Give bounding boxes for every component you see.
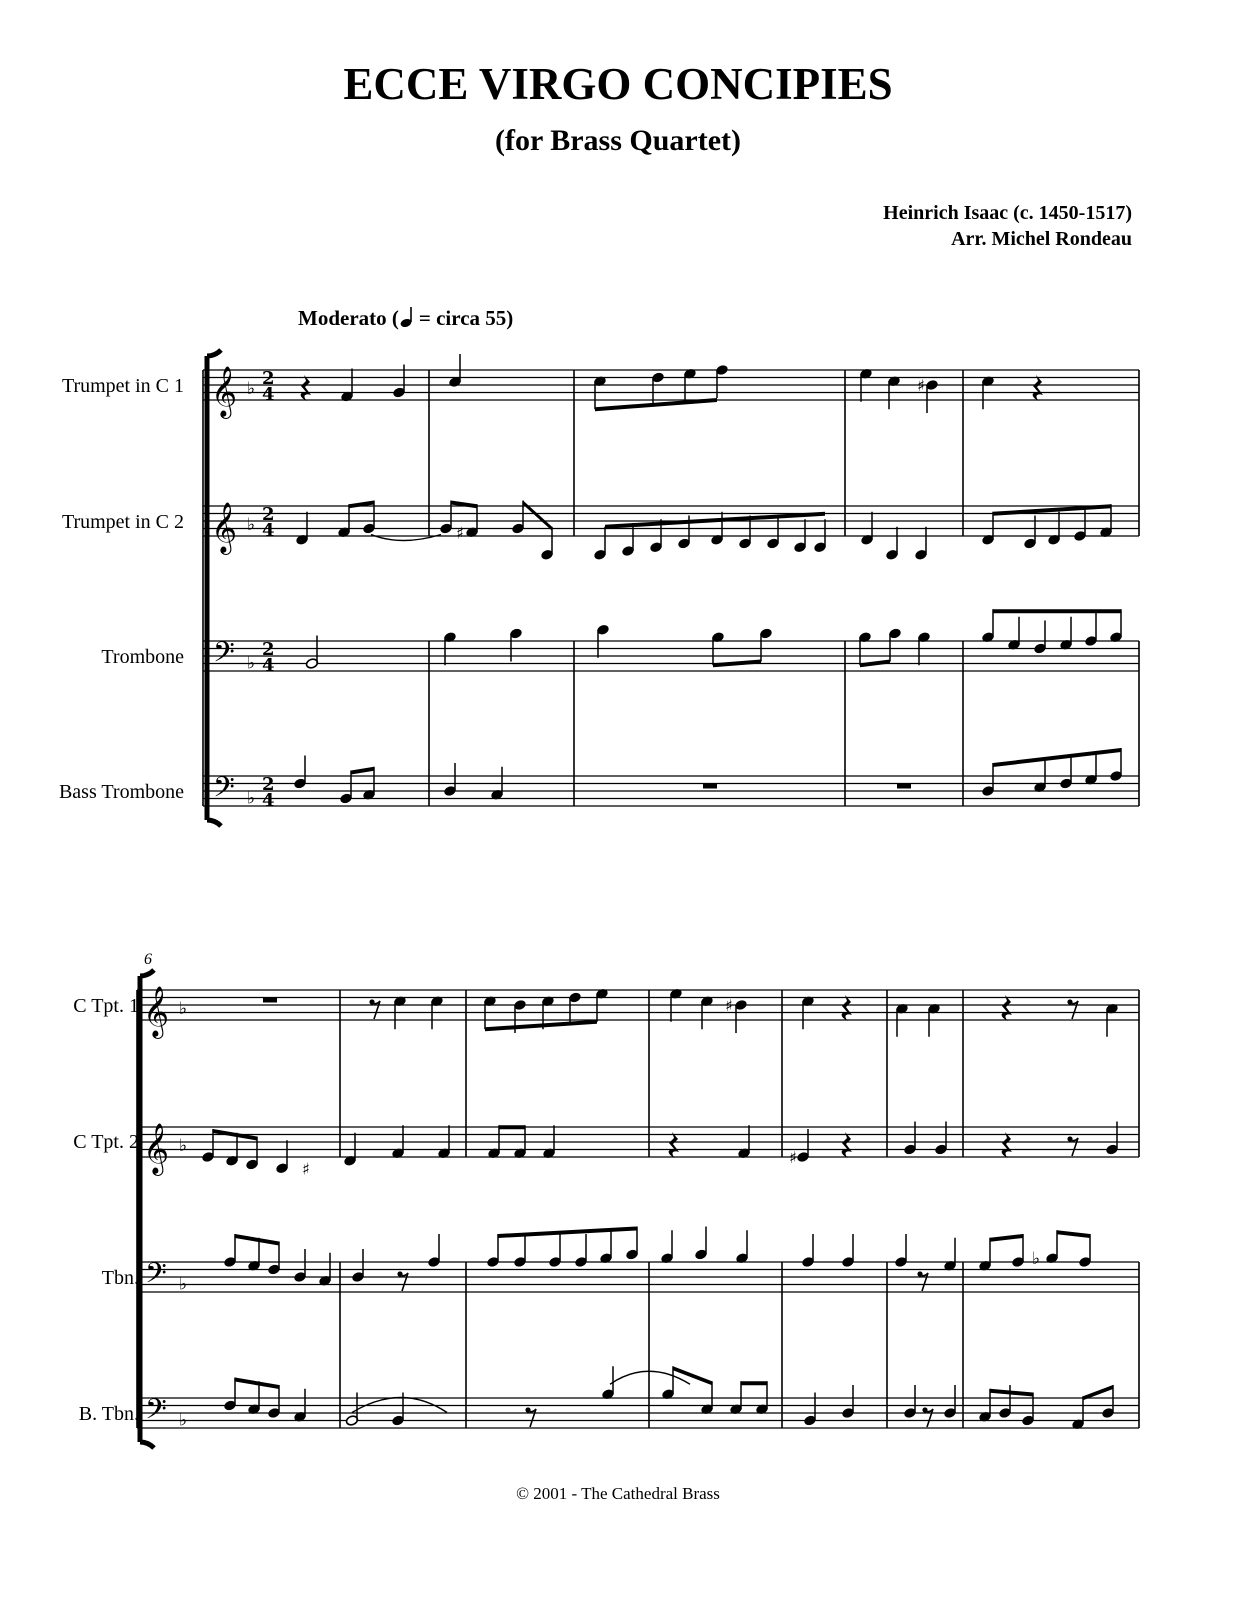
score-subtitle: (for Brass Quartet) [494,124,742,157]
whole-rest [263,998,277,1003]
treble-clef-icon: 𝄞 [211,366,238,417]
quarter-rest [301,375,311,401]
beam [451,501,477,509]
arranger-credit: Arr. Michel Rondeau [951,228,1132,250]
flat-icon: ♭ [247,378,256,399]
bass-clef-icon: 𝄢 [213,636,235,676]
treble-clef-icon: 𝄞 [211,502,238,553]
quarter-rest [1033,375,1043,401]
quarter-rest [842,995,852,1021]
system-bracket [140,970,154,1448]
system-bracket [207,350,221,826]
beam [713,660,761,668]
time-signature-bottom: 4 [262,790,275,811]
flat-icon: ♭ [179,1274,188,1295]
system-1 [203,350,1139,826]
sharp-icon: ♯ [725,996,733,1015]
copyright-footer: © 2001 - The Cathedral Brass [516,1484,720,1503]
eighth-rest [925,1409,933,1427]
bass-clef-icon: 𝄢 [145,1257,167,1297]
bass-clef-icon: 𝄢 [213,771,235,811]
instrument-label-bass-trombone: Bass Trombone [58,781,184,803]
eighth-rest [1070,1001,1078,1019]
instrument-label-trumpet-2: Trumpet in C 2 [61,511,184,533]
beam [990,1389,1033,1397]
beam [349,501,374,509]
beam [499,1125,525,1129]
flat-icon: ♭ [247,788,256,809]
treble-clef-icon: 𝄞 [143,1123,170,1174]
tempo-text: Moderato ( [298,306,399,330]
eighth-rest [372,1001,380,1019]
beam [351,767,374,775]
quarter-rest [842,1132,852,1158]
instrument-label-trumpet-1: Trumpet in C 1 [61,375,184,397]
beam [485,1020,597,1032]
time-signature-top: 2 [262,774,275,795]
flat-icon: ♭ [179,1135,188,1156]
measure-number: 6 [144,951,152,968]
beam [673,1366,712,1385]
beam [235,1378,279,1390]
beam [860,660,890,668]
time-signature-bottom: 4 [262,520,275,541]
flat-icon: ♭ [179,1410,188,1431]
score-title: ECCE VIRGO CONCIPIES [343,59,893,109]
flat-icon: ♭ [247,514,256,535]
time-signature-top: 2 [262,639,275,660]
beam [498,1227,637,1239]
eighth-rest [528,1409,536,1427]
whole-rest [703,784,717,789]
system-2 [137,970,1139,1448]
sharp-icon: ♯ [456,523,464,543]
beam [993,609,1121,613]
bass-clef-icon: 𝄢 [145,1393,167,1433]
sharp-icon: ♯ [917,376,925,395]
quarter-rest [1002,1132,1012,1158]
flat-icon: ♭ [247,653,256,674]
whole-rest [897,784,911,789]
beam [741,1381,767,1385]
time-signature-bottom: 4 [262,655,275,676]
beam [993,748,1121,767]
eighth-rest [1070,1138,1078,1156]
quarter-rest [669,1132,679,1158]
beam [523,501,552,531]
time-signature-top: 2 [262,368,275,389]
time-signature-bottom: 4 [262,384,275,405]
flat-icon: ♭ [1032,1249,1041,1269]
instrument-label-b-tbn: B. Tbn. [78,1403,139,1425]
beam [1057,1230,1090,1238]
instrument-label-tbn: Tbn. [101,1267,139,1289]
flat-icon: ♭ [179,998,188,1019]
beam [990,1234,1023,1242]
eighth-rest [400,1273,408,1291]
sharp-icon: ♯ [302,1159,310,1179]
quarter-rest [1002,995,1012,1021]
time-signature-top: 2 [262,504,275,525]
instrument-label-c-tpt-1: C Tpt. 1 [73,995,139,1017]
eighth-rest [920,1273,928,1291]
treble-clef-icon: 𝄞 [143,986,170,1037]
tie [610,1371,690,1384]
tempo-value: = circa 55) [418,306,514,330]
instrument-label-c-tpt-2: C Tpt. 2 [73,1131,139,1153]
instrument-label-trombone: Trombone [101,646,184,668]
beam [605,512,825,529]
composer-credit: Heinrich Isaac (c. 1450-1517) [883,202,1132,224]
beam [235,1234,279,1246]
sharp-icon: ♯ [789,1148,797,1167]
